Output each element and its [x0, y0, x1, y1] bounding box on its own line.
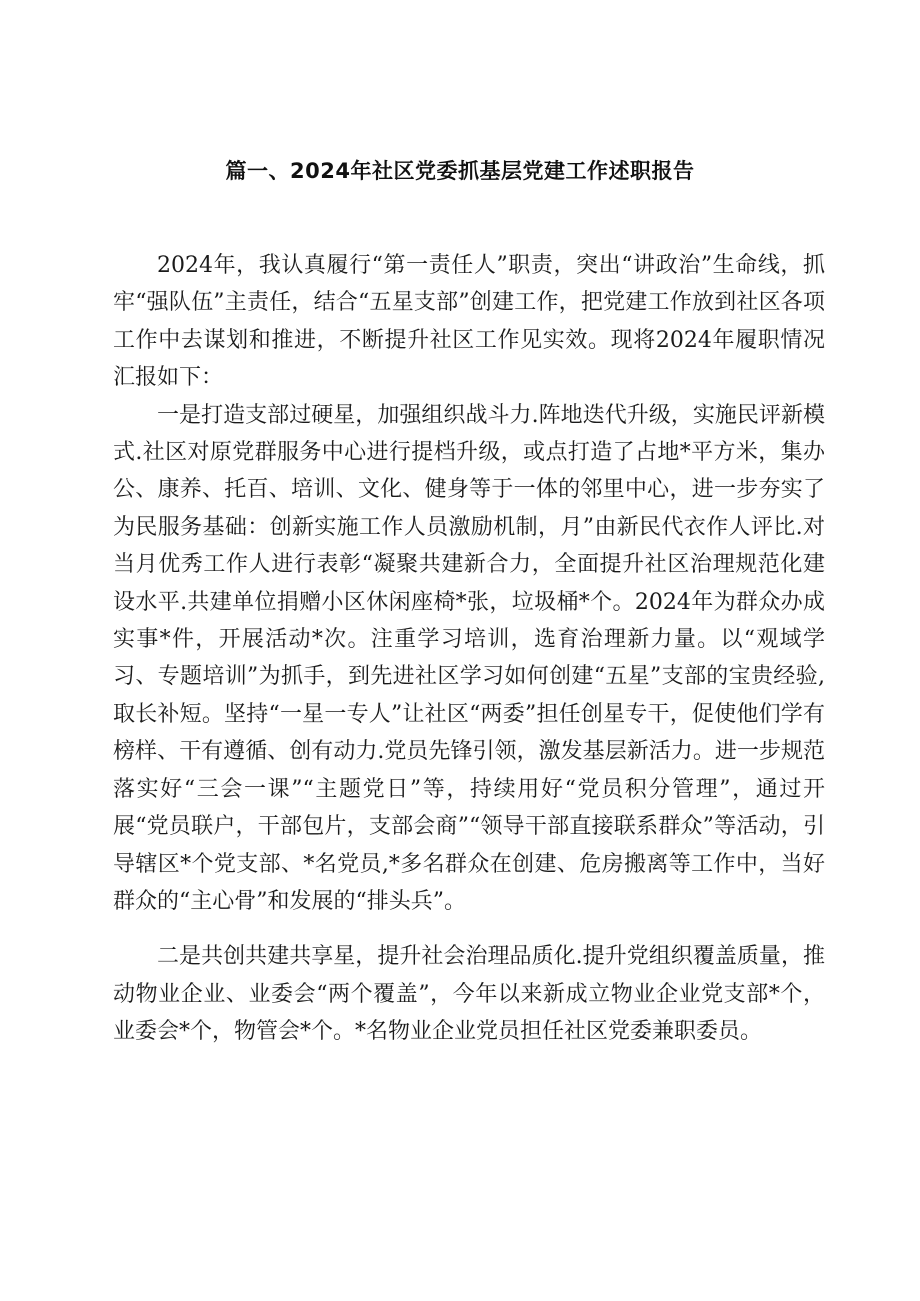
document-title: 篇一、2024年社区党委抓基层党建工作述职报告	[225, 159, 695, 183]
paragraph-section-two: 二是共创共建共享星，提升社会治理品质化.提升党组织覆盖质量，推动物业企业、业委会“两个覆盖”，今年以来新成立物业企业党支部*个，业委会*个，物管会*个。*名物业企业党员担任社区党委兼职委员。	[113, 944, 825, 1045]
document-body	[113, 247, 825, 1051]
paragraph-intro: 2024年，我认真履行“第一责任人”职责，突出“讲政治”生命线，抓牢“强队伍”主责任，结合“五星支部”创建工作，把党建工作放到社区各项工作中去谋划和推进，不断提升社区工作见实效。现将2024年履职情况汇报如下：	[113, 253, 825, 391]
paragraph-section-one: 一是打造支部过硬星，加强组织战斗力.阵地迭代升级，实施民评新模式.社区对原党群服务中心进行提档升级，或点打造了占地*平方米，集办公、康养、托百、培训、文化、健身等于一体的邻里中心，进一步夯实了为民服务基础：创新实施工作人员激励机制，月”由新民代衣作人评比.对当月优秀工作人进行表彰“凝聚共建新合力，全面提升社区治理规范化建设水平.共建单位捐赠小区休闲座椅*张，垃圾桶*个。2024年为群众办成实事*件，开展活动*次。注重学习培训，选育治理新力量。以“观域学习、专题培训”为抓手，到先进社区学习如何创建“五星”支部的宝贵经验,取长补短。坚持“一星一专人”让社区“两委”担任创星专干，促使他们学有榜样、干有遵循、创有动力.党员先锋引领，激发基层新活力。进一步规范落实好“三会一课”“主题党日”等，持续用好“党员积分管理”，通过开展“党员联户，干部包片，支部会商”“领导干部直接联系群众”等活动，引导辖区*个党支部、*名党员,*多名群众在创建、危房搬离等工作中，当好群众的“主心骨”和发展的“排头兵”。	[113, 402, 825, 914]
